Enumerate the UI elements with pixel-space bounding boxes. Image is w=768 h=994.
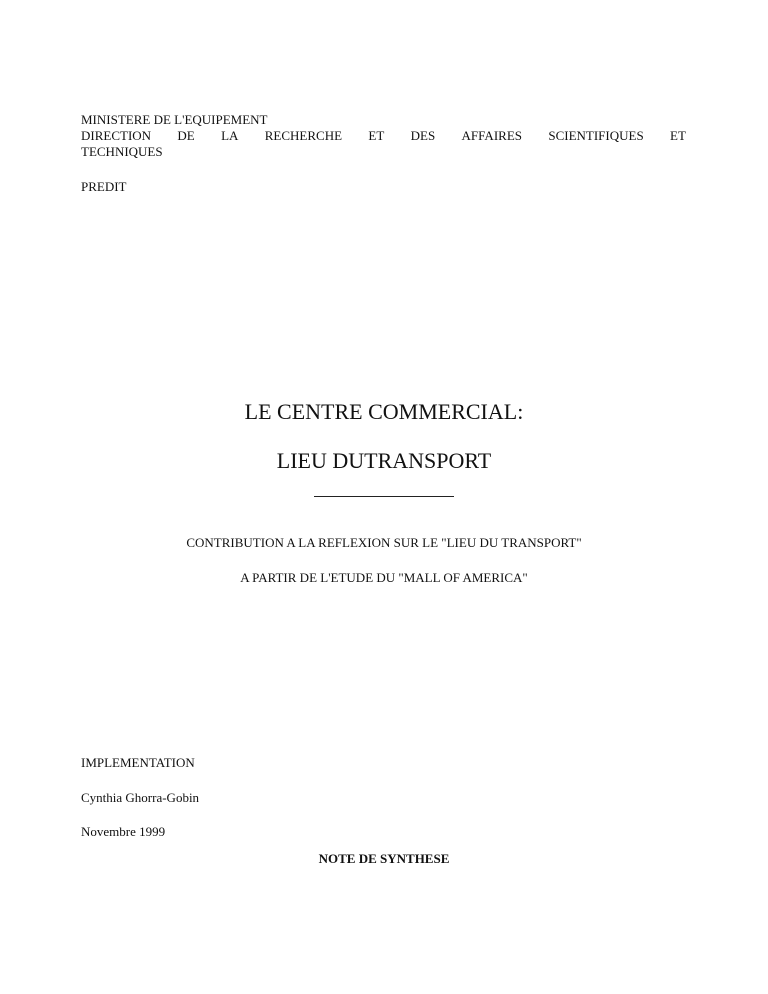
document-subtitle: CONTRIBUTION A LA REFLEXION SUR LE "LIEU DU TRANSPORT" (186, 535, 582, 550)
document-subtitle-line2: A PARTIR DE L'ETUDE DU "MALL OF AMERICA" (240, 570, 528, 585)
directorate-word: DE (177, 128, 195, 143)
document-title-line2: LIEU DUTRANSPORT (276, 448, 492, 473)
document-title: LE CENTRE COMMERCIAL: (244, 399, 524, 424)
directorate-word: AFFAIRES (461, 128, 522, 143)
directorate-line (81, 128, 686, 144)
ministry-name: MINISTERE DE L'EQUIPEMENT (81, 112, 268, 127)
document-type-label: NOTE DE SYNTHESE (318, 851, 450, 866)
directorate-word: LA (221, 128, 239, 143)
directorate-word: ET (368, 128, 385, 143)
directorate-word: RECHERCHE (264, 128, 343, 143)
directorate-word: SCIENTIFIQUES (548, 128, 644, 143)
category-label: IMPLEMENTATION (81, 755, 195, 770)
directorate-continuation: TECHNIQUES (81, 144, 163, 159)
title-divider (314, 496, 454, 497)
directorate-word: DES (410, 128, 436, 143)
author-name: Cynthia Ghorra-Gobin (81, 790, 200, 805)
directorate-word: DIRECTION (81, 128, 152, 143)
ministry-header (81, 112, 686, 160)
program-name: PREDIT (81, 179, 127, 194)
publication-date: Novembre 1999 (81, 824, 166, 839)
directorate-word: ET (670, 128, 686, 143)
